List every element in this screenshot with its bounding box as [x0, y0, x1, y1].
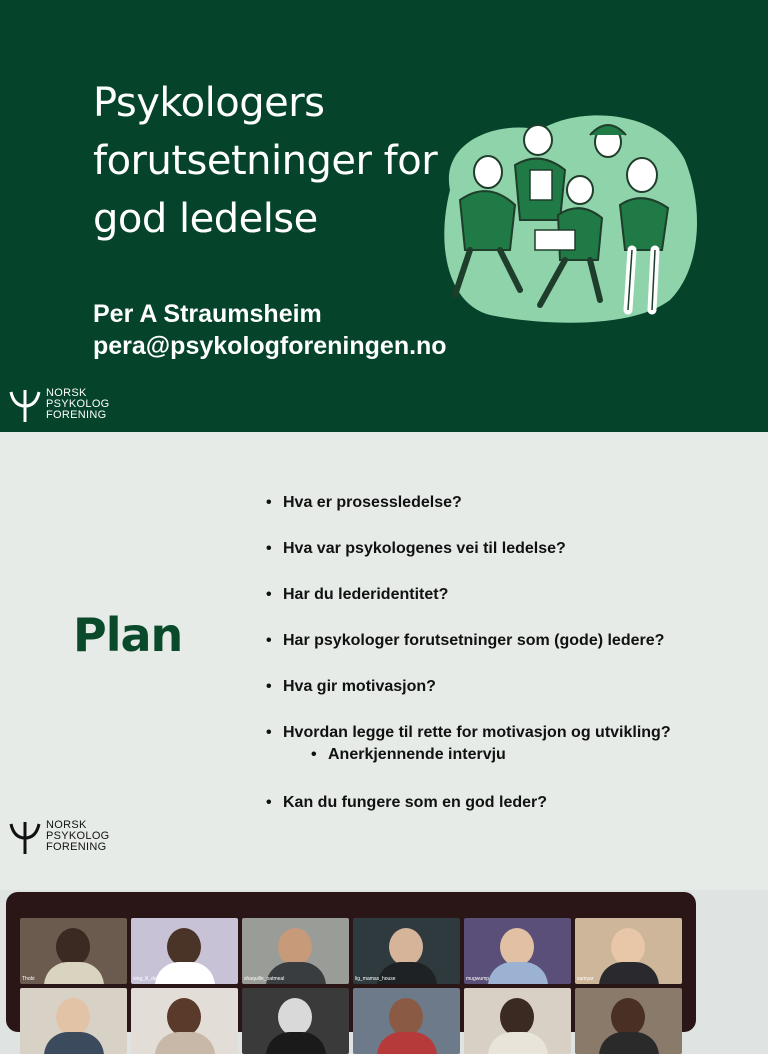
- author-block: [93, 298, 447, 362]
- npf-logo-dark: [8, 816, 110, 856]
- video-tile[interactable]: [575, 988, 682, 1054]
- participant-name: samyar: [577, 976, 594, 982]
- video-tile[interactable]: [575, 918, 682, 984]
- plan-bullet-list: [266, 492, 671, 838]
- participant-name: shaquille_oatmeal: [244, 976, 285, 982]
- logo-line-1: NORSK: [46, 818, 87, 831]
- title-slide: [0, 0, 768, 432]
- logo-line-2: PSYKOLOG: [46, 829, 110, 842]
- participant-name: mugwump: [466, 976, 490, 982]
- participant-name: sing_lil_dab_quan: [133, 976, 174, 982]
- video-tile[interactable]: [464, 918, 571, 984]
- participant-name: Thobi: [22, 976, 35, 982]
- video-tile[interactable]: [131, 988, 238, 1054]
- video-tile[interactable]: [464, 988, 571, 1054]
- psi-logo-icon: [8, 816, 42, 856]
- plan-slide: [0, 432, 768, 890]
- video-tile[interactable]: [353, 918, 460, 984]
- bullet-text: • Hvordan legge til rette for motivasjon og utvikling?: [283, 724, 671, 741]
- bullet-item: • Kan du fungere som en god leder?: [266, 792, 671, 838]
- logo-line-2: PSYKOLOG: [46, 397, 110, 410]
- title-line-3: god ledelse: [93, 196, 318, 242]
- video-call-slide: [6, 892, 696, 1032]
- bullet-item: • Hva er prosessledelse?: [266, 492, 671, 538]
- bullet-item: • Hva var psykologenes vei til ledelse?: [266, 538, 671, 584]
- title-line-1: Psykologers: [93, 80, 325, 126]
- video-tile[interactable]: [131, 918, 238, 984]
- bullet-item-with-sub: [266, 722, 671, 792]
- participant-name: lig_mamas_house: [355, 976, 396, 982]
- people-illustration: [430, 100, 700, 330]
- bullet-item: • Har psykologer forutsetninger som (gode) ledere?: [266, 630, 671, 676]
- plan-heading: Plan: [73, 608, 183, 662]
- sub-bullet-item: • Anerkjennende intervju: [311, 744, 671, 766]
- logo-line-3: FORENING: [46, 840, 107, 853]
- bullet-item: • Har du lederidentitet?: [266, 584, 671, 630]
- title-line-2: forutsetninger for: [93, 138, 438, 184]
- author-name: Per A Straumsheim: [93, 300, 322, 328]
- logo-line-3: FORENING: [46, 408, 107, 421]
- logo-line-1: NORSK: [46, 386, 87, 399]
- npf-logo: [8, 384, 110, 424]
- video-tile[interactable]: [20, 918, 127, 984]
- video-tile[interactable]: [242, 988, 349, 1054]
- bullet-item: • Hva gir motivasjon?: [266, 676, 671, 722]
- author-email: pera@psykologforeningen.no: [93, 332, 447, 360]
- video-tile[interactable]: [20, 988, 127, 1054]
- video-grid: [20, 918, 682, 1054]
- slide-title: [93, 74, 453, 248]
- video-tile[interactable]: [353, 988, 460, 1054]
- psi-logo-icon: [8, 384, 42, 424]
- video-tile[interactable]: [242, 918, 349, 984]
